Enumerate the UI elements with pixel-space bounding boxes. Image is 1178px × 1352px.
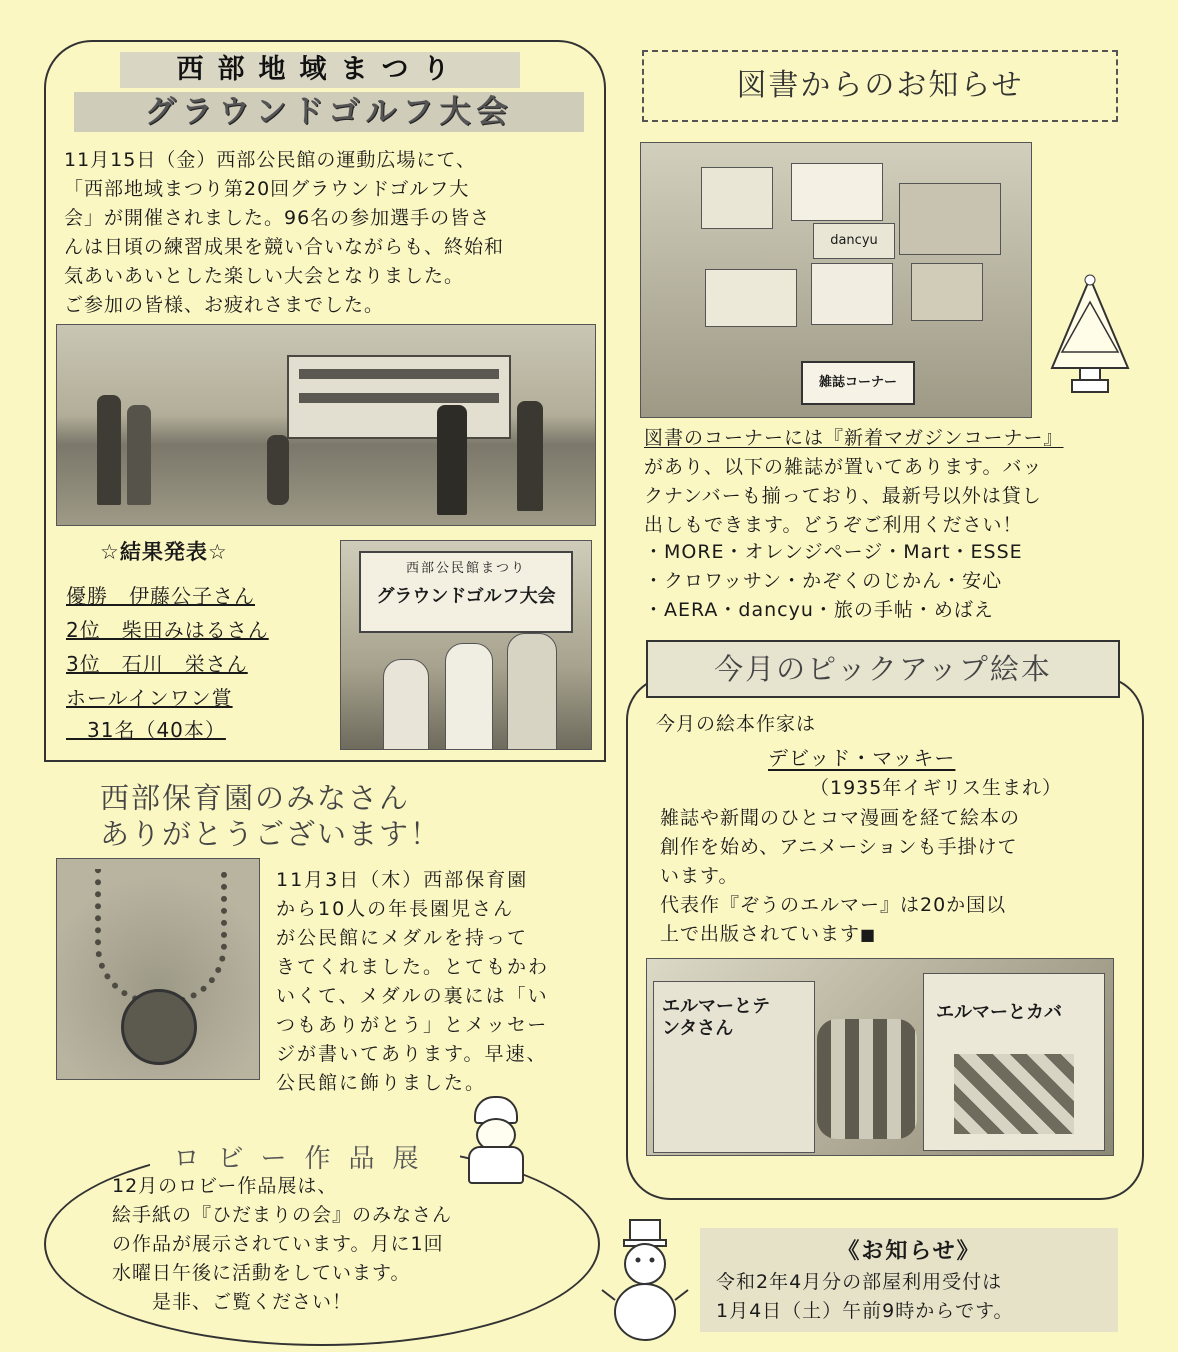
- santa-icon: [462, 1096, 526, 1182]
- notice-title: 《お知らせ》: [837, 1239, 981, 1264]
- pickup-book-title: 今月のピックアップ絵本: [646, 640, 1120, 698]
- result-hole-in-one-count: 31名（40本）: [66, 718, 226, 742]
- notice-body: 令和2年4月分の部屋利用受付は 1月4日（土）午前9時からです。: [716, 1271, 1014, 1322]
- elmer-books-photo: [646, 958, 1114, 1156]
- book-cover: エルマーとテンタさん: [653, 981, 815, 1153]
- result-second: 2位 柴田みはるさん: [66, 618, 269, 642]
- list-item: ・MORE・オレンジページ・Mart・ESSE: [644, 541, 1023, 563]
- list-item: ・AERA・dancyu・旅の手帖・めばえ: [644, 599, 994, 621]
- nursery-title: 西部保育園のみなさん ありがとうございます！: [100, 781, 442, 851]
- community-hall-building: [287, 355, 511, 439]
- event-sign: 西部公民館まつり グラウンドゴルフ大会: [359, 551, 573, 633]
- library-news-title: 図書からのお知らせ: [642, 50, 1118, 122]
- winners-photo: [340, 540, 592, 750]
- list-item: ・クロワッサン・かぞくのじかん・安心: [644, 570, 1003, 592]
- magazine-corner-photo: dancyu 雑誌コーナー: [640, 142, 1032, 418]
- medal-photo: [56, 858, 260, 1080]
- nursery-body: 11月3日（木）西部保育園 から10人の年長園児さん が公民館にメダルを持って きてくれました。とてもかわ いくて、メダルの裏には「い つもありがとう」とメッセー ジが書いてあります。早速、 公民館に飾りました。: [276, 869, 550, 1094]
- snowman-icon: [600, 1216, 690, 1342]
- christmas-tree-icon: [1042, 272, 1138, 396]
- author-intro: 今月の絵本作家は: [656, 713, 817, 735]
- golf-tournament-title: グラウンドゴルフ大会: [74, 92, 584, 132]
- lobby-exhibition-title: ロビー作品展: [150, 1138, 460, 1175]
- golf-festival-title: 西部地域まつり: [120, 52, 520, 88]
- elephant-icon: ■: [860, 925, 877, 944]
- author-name: デビッド・マッキー: [768, 746, 956, 770]
- result-winner: 優勝 伊藤公子さん: [66, 584, 255, 608]
- pickup-body: 雑誌や新聞のひとコマ漫画を経て絵本の 創作を始め、アニメーションも手掛けて います。 代表作『ぞうのエルマー』は20か国以 上で出版されています■: [660, 807, 1021, 945]
- results-heading: ☆結果発表☆: [100, 540, 228, 564]
- library-body: 図書のコーナーには『新着マガジンコーナー』 があり、以下の雑誌が置いてあります。バッ クナンバーも揃っており、最新号以外は貸し 出しもできます。どうぞご利用ください！: [644, 427, 1064, 536]
- result-hole-in-one: ホールインワン賞: [66, 686, 233, 710]
- golf-article-body: 11月15日（金）西部公民館の運動広場にて、 「西部地域まつり第20回グラウンドゴルフ大 会」が開催されました。96名の参加選手の皆さ んは日頃の練習成果を競い合いながらも、終始和 気あいあいとした楽しい大会となりました。 ご参加の皆様、お疲れさまでした。: [64, 149, 505, 316]
- lobby-exhibition-body: 12月のロビー作品展は、 絵手紙の『ひだまりの会』のみなさん の作品が展示されています。月に1回 水曜日午後に活動をしています。 是非、ご覧ください！: [112, 1175, 453, 1313]
- author-birth: （1935年イギリス生まれ）: [810, 777, 1062, 799]
- result-third: 3位 石川 栄さん: [66, 652, 248, 676]
- golf-players-photo: [56, 324, 596, 526]
- book-cover: エルマーとカバ: [923, 973, 1105, 1151]
- magazine-list: [644, 538, 1023, 625]
